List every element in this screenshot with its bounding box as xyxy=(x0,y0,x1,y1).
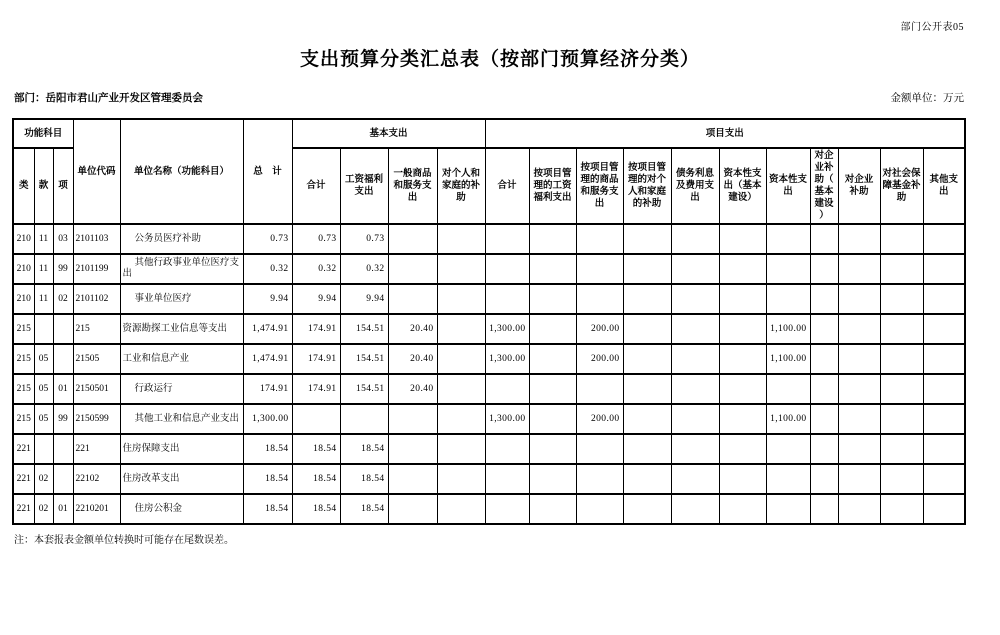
amount-cell xyxy=(838,284,880,314)
amount-cell: 18.54 xyxy=(243,464,292,494)
amount-cell xyxy=(529,254,576,284)
amount-cell xyxy=(810,464,838,494)
amount-cell xyxy=(437,434,485,464)
amount-cell: 200.00 xyxy=(576,344,623,374)
amount-cell: 0.73 xyxy=(340,224,388,254)
amount-cell xyxy=(388,404,437,434)
amount-cell xyxy=(766,464,810,494)
amount-cell xyxy=(810,434,838,464)
amount-cell xyxy=(719,254,766,284)
amount-cell xyxy=(838,344,880,374)
budget-table xyxy=(12,118,966,525)
func-class-cell: 215 xyxy=(13,344,34,374)
amount-cell xyxy=(810,404,838,434)
amount-cell xyxy=(880,314,923,344)
amount-cell xyxy=(529,374,576,404)
amount-cell xyxy=(810,254,838,284)
header-project-col-enterprise-basic: 对企业补助（基本建设） xyxy=(810,148,838,224)
header-func-section: 款 xyxy=(34,148,53,224)
header-project-col-total: 合计 xyxy=(485,148,529,224)
func-class-cell: 210 xyxy=(13,284,34,314)
amount-cell xyxy=(838,434,880,464)
func-item-cell: 99 xyxy=(53,404,73,434)
func-item-cell: 01 xyxy=(53,494,73,524)
amount-cell: 0.32 xyxy=(292,254,340,284)
amount-cell xyxy=(576,284,623,314)
header-basic-col-total: 合计 xyxy=(292,148,340,224)
table-row xyxy=(13,404,965,434)
amount-cell: 18.54 xyxy=(340,434,388,464)
func-class-cell: 221 xyxy=(13,494,34,524)
amount-cell xyxy=(485,374,529,404)
unit-name-cell: 其他工业和信息产业支出 xyxy=(120,404,243,434)
amount-cell: 1,100.00 xyxy=(766,314,810,344)
amount-cell xyxy=(838,224,880,254)
department-label: 部门：岳阳市君山产业开发区管理委员会 xyxy=(14,93,203,104)
table-row xyxy=(13,464,965,494)
amount-cell: 200.00 xyxy=(576,314,623,344)
amount-cell: 18.54 xyxy=(292,494,340,524)
amount-cell: 1,474.91 xyxy=(243,314,292,344)
amount-cell xyxy=(671,284,719,314)
amount-cell xyxy=(838,404,880,434)
header-basic-col-goods: 一般商品和服务支出 xyxy=(388,148,437,224)
table-body xyxy=(13,224,965,524)
func-class-cell: 210 xyxy=(13,254,34,284)
amount-cell xyxy=(766,224,810,254)
amount-cell: 1,474.91 xyxy=(243,344,292,374)
header-unit-name: 单位名称（功能科目） xyxy=(120,119,243,224)
table-row xyxy=(13,224,965,254)
header-project-col-debt: 债务利息及费用支出 xyxy=(671,148,719,224)
amount-cell xyxy=(880,464,923,494)
amount-cell: 18.54 xyxy=(292,434,340,464)
header-row-groups xyxy=(13,119,965,148)
amount-cell xyxy=(810,224,838,254)
amount-cell xyxy=(529,224,576,254)
amount-cell xyxy=(485,434,529,464)
amount-cell xyxy=(623,254,671,284)
header-project-col-capital-basic: 资本性支出（基本建设） xyxy=(719,148,766,224)
amount-cell: 200.00 xyxy=(576,404,623,434)
amount-cell xyxy=(623,494,671,524)
amount-cell: 18.54 xyxy=(292,464,340,494)
amount-cell xyxy=(719,344,766,374)
amount-cell xyxy=(623,434,671,464)
unit-name-cell: 住房公积金 xyxy=(120,494,243,524)
amount-cell xyxy=(388,464,437,494)
amount-cell xyxy=(576,254,623,284)
amount-cell xyxy=(437,374,485,404)
header-func-class: 类 xyxy=(13,148,34,224)
amount-cell: 20.40 xyxy=(388,344,437,374)
amount-cell xyxy=(719,494,766,524)
func-item-cell: 01 xyxy=(53,374,73,404)
header-project-col-social-security: 对社会保障基金补助 xyxy=(880,148,923,224)
table-row xyxy=(13,344,965,374)
amount-cell xyxy=(838,254,880,284)
amount-cell xyxy=(719,374,766,404)
header-project-col-goods: 按项目管理的商品和服务支出 xyxy=(576,148,623,224)
amount-cell xyxy=(340,404,388,434)
unit-name-cell: 公务员医疗补助 xyxy=(120,224,243,254)
amount-cell xyxy=(437,254,485,284)
amount-cell xyxy=(880,224,923,254)
amount-cell xyxy=(838,314,880,344)
footnote: 注：本套报表金额单位转换时可能存在尾数误差。 xyxy=(14,535,234,546)
amount-cell: 174.91 xyxy=(292,314,340,344)
amount-cell xyxy=(437,284,485,314)
amount-cell xyxy=(838,494,880,524)
amount-cell xyxy=(880,374,923,404)
amount-cell xyxy=(838,464,880,494)
unit-name-cell: 住房保障支出 xyxy=(120,434,243,464)
amount-cell xyxy=(923,434,965,464)
unit-code-cell: 2101103 xyxy=(73,224,120,254)
amount-cell xyxy=(388,254,437,284)
func-item-cell xyxy=(53,314,73,344)
amount-cell xyxy=(388,284,437,314)
amount-cell xyxy=(671,374,719,404)
amount-cell xyxy=(388,494,437,524)
unit-code-cell: 2101102 xyxy=(73,284,120,314)
amount-cell xyxy=(719,464,766,494)
unit-name-cell: 工业和信息产业 xyxy=(120,344,243,374)
func-section-cell xyxy=(34,434,53,464)
unit-code-cell: 2150599 xyxy=(73,404,120,434)
unit-code-cell: 221 xyxy=(73,434,120,464)
amount-cell xyxy=(719,314,766,344)
header-project-col-other: 其他支出 xyxy=(923,148,965,224)
unit-name-cell: 住房改革支出 xyxy=(120,464,243,494)
amount-cell xyxy=(923,314,965,344)
amount-cell: 174.91 xyxy=(292,374,340,404)
amount-cell xyxy=(880,284,923,314)
header-project-col-wage: 按项目管理的工资福利支出 xyxy=(529,148,576,224)
unit-name-cell: 其他行政事业单位医疗支出 xyxy=(120,254,243,284)
header-func-group: 功能科目 xyxy=(13,119,73,148)
func-item-cell xyxy=(53,464,73,494)
header-basic-col-wage: 工资福利支出 xyxy=(340,148,388,224)
meta-row xyxy=(14,90,964,105)
amount-cell xyxy=(437,344,485,374)
func-class-cell: 215 xyxy=(13,374,34,404)
table-header xyxy=(13,119,965,224)
amount-cell xyxy=(719,224,766,254)
amount-cell: 0.32 xyxy=(340,254,388,284)
amount-cell xyxy=(623,344,671,374)
amount-cell xyxy=(437,404,485,434)
amount-cell xyxy=(719,434,766,464)
amount-cell xyxy=(880,254,923,284)
func-class-cell: 210 xyxy=(13,224,34,254)
amount-cell: 20.40 xyxy=(388,374,437,404)
amount-cell xyxy=(923,224,965,254)
func-item-cell: 03 xyxy=(53,224,73,254)
amount-cell: 9.94 xyxy=(292,284,340,314)
table-row xyxy=(13,494,965,524)
amount-cell xyxy=(485,464,529,494)
unit-code-cell: 2150501 xyxy=(73,374,120,404)
amount-cell xyxy=(623,404,671,434)
amount-cell xyxy=(838,374,880,404)
amount-cell xyxy=(485,254,529,284)
amount-cell xyxy=(388,224,437,254)
header-project-col-family: 按项目管理的对个人和家庭的补助 xyxy=(623,148,671,224)
amount-cell xyxy=(671,494,719,524)
amount-cell xyxy=(766,434,810,464)
amount-cell xyxy=(923,404,965,434)
header-grand-total: 总 计 xyxy=(243,119,292,224)
amount-cell xyxy=(529,434,576,464)
amount-cell: 154.51 xyxy=(340,374,388,404)
amount-cell xyxy=(671,344,719,374)
amount-cell: 9.94 xyxy=(243,284,292,314)
header-basic-col-family: 对个人和家庭的补助 xyxy=(437,148,485,224)
func-item-cell xyxy=(53,434,73,464)
func-class-cell: 221 xyxy=(13,434,34,464)
amount-cell xyxy=(292,404,340,434)
amount-cell: 18.54 xyxy=(340,464,388,494)
func-section-cell: 11 xyxy=(34,284,53,314)
amount-cell xyxy=(485,224,529,254)
table-row xyxy=(13,434,965,464)
func-section-cell: 05 xyxy=(34,404,53,434)
func-item-cell xyxy=(53,344,73,374)
amount-cell xyxy=(529,284,576,314)
amount-cell xyxy=(437,464,485,494)
amount-cell xyxy=(880,404,923,434)
unit-name-cell: 事业单位医疗 xyxy=(120,284,243,314)
func-section-cell: 05 xyxy=(34,344,53,374)
amount-cell xyxy=(810,374,838,404)
amount-cell: 154.51 xyxy=(340,314,388,344)
amount-cell: 0.73 xyxy=(292,224,340,254)
unit-code-cell: 2210201 xyxy=(73,494,120,524)
amount-cell xyxy=(766,374,810,404)
amount-cell xyxy=(576,434,623,464)
table-row xyxy=(13,374,965,404)
amount-cell xyxy=(437,494,485,524)
amount-cell xyxy=(766,284,810,314)
amount-cell xyxy=(437,224,485,254)
func-section-cell xyxy=(34,314,53,344)
amount-cell xyxy=(671,404,719,434)
amount-cell xyxy=(810,494,838,524)
header-func-item: 项 xyxy=(53,148,73,224)
amount-cell xyxy=(671,464,719,494)
table-row xyxy=(13,254,965,284)
amount-cell: 9.94 xyxy=(340,284,388,314)
amount-cell xyxy=(923,344,965,374)
amount-cell xyxy=(485,284,529,314)
amount-cell xyxy=(529,464,576,494)
amount-cell xyxy=(671,224,719,254)
amount-cell: 0.32 xyxy=(243,254,292,284)
unit-code-cell: 2101199 xyxy=(73,254,120,284)
amount-cell xyxy=(671,314,719,344)
amount-cell: 18.54 xyxy=(243,494,292,524)
func-section-cell: 02 xyxy=(34,464,53,494)
amount-cell: 1,300.00 xyxy=(485,404,529,434)
amount-cell xyxy=(810,314,838,344)
page-title: 支出预算分类汇总表（按部门预算经济分类） xyxy=(299,49,700,70)
amount-cell xyxy=(388,434,437,464)
amount-cell xyxy=(923,494,965,524)
amount-cell xyxy=(810,284,838,314)
amount-cell: 1,300.00 xyxy=(243,404,292,434)
amount-cell: 1,100.00 xyxy=(766,344,810,374)
func-section-cell: 11 xyxy=(34,224,53,254)
amount-cell: 174.91 xyxy=(243,374,292,404)
amount-cell xyxy=(766,494,810,524)
amount-cell xyxy=(923,464,965,494)
amount-cell: 18.54 xyxy=(340,494,388,524)
amount-cell xyxy=(719,284,766,314)
header-project-col-enterprise: 对企业补助 xyxy=(838,148,880,224)
amount-cell: 1,100.00 xyxy=(766,404,810,434)
amount-cell: 20.40 xyxy=(388,314,437,344)
amount-cell xyxy=(623,374,671,404)
amount-cell xyxy=(529,494,576,524)
amount-cell xyxy=(623,464,671,494)
amount-cell: 0.73 xyxy=(243,224,292,254)
func-class-cell: 215 xyxy=(13,314,34,344)
amount-cell xyxy=(880,494,923,524)
unit-name-cell: 资源勘探工业信息等支出 xyxy=(120,314,243,344)
amount-cell xyxy=(529,344,576,374)
func-class-cell: 221 xyxy=(13,464,34,494)
header-unit-code: 单位代码 xyxy=(73,119,120,224)
header-project-col-capital: 资本性支出 xyxy=(766,148,810,224)
amount-cell: 1,300.00 xyxy=(485,344,529,374)
func-section-cell: 02 xyxy=(34,494,53,524)
amount-cell xyxy=(576,494,623,524)
amount-cell xyxy=(923,374,965,404)
table-row xyxy=(13,284,965,314)
amount-cell xyxy=(923,284,965,314)
unit-code-cell: 22102 xyxy=(73,464,120,494)
amount-cell xyxy=(671,434,719,464)
amount-cell xyxy=(671,254,719,284)
doc-label: 部门公开表05 xyxy=(900,22,964,33)
func-item-cell: 99 xyxy=(53,254,73,284)
amount-cell xyxy=(880,434,923,464)
amount-cell xyxy=(623,224,671,254)
unit-name-cell: 行政运行 xyxy=(120,374,243,404)
amount-cell xyxy=(485,494,529,524)
func-item-cell: 02 xyxy=(53,284,73,314)
amount-cell: 1,300.00 xyxy=(485,314,529,344)
amount-cell xyxy=(719,404,766,434)
table-row xyxy=(13,314,965,344)
amount-cell xyxy=(766,254,810,284)
amount-cell xyxy=(576,464,623,494)
header-basic-group: 基本支出 xyxy=(292,119,485,148)
func-section-cell: 05 xyxy=(34,374,53,404)
amount-cell xyxy=(576,374,623,404)
func-class-cell: 215 xyxy=(13,404,34,434)
func-section-cell: 11 xyxy=(34,254,53,284)
amount-cell xyxy=(529,404,576,434)
amount-cell xyxy=(623,314,671,344)
amount-cell xyxy=(923,254,965,284)
header-project-group: 项目支出 xyxy=(485,119,965,148)
amount-cell xyxy=(623,284,671,314)
amount-cell xyxy=(576,224,623,254)
amount-cell: 154.51 xyxy=(340,344,388,374)
unit-code-cell: 21505 xyxy=(73,344,120,374)
amount-cell xyxy=(437,314,485,344)
amount-cell: 18.54 xyxy=(243,434,292,464)
amount-cell xyxy=(529,314,576,344)
amount-cell xyxy=(880,344,923,374)
amount-cell xyxy=(810,344,838,374)
unit-code-cell: 215 xyxy=(73,314,120,344)
amount-cell: 174.91 xyxy=(292,344,340,374)
amount-unit-label: 金额单位：万元 xyxy=(890,93,964,104)
